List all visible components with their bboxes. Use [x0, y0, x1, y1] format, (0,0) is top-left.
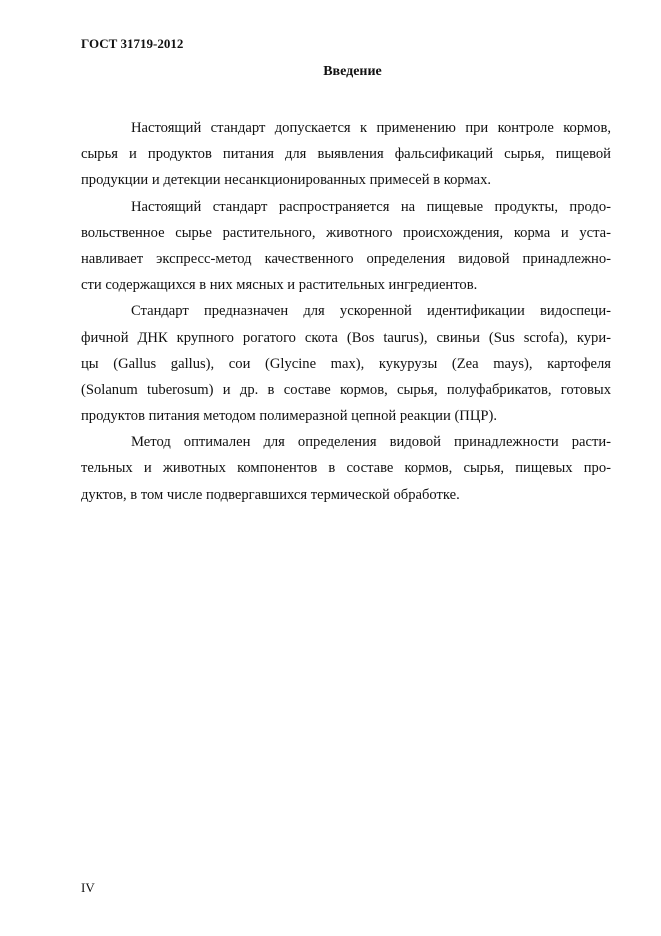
- text-line: Настоящий стандарт допускается к применению при контроле кормов,: [131, 120, 611, 136]
- paragraph-4: [81, 429, 611, 508]
- text-line: Метод оптимален для определения видовой принадлежности расти-: [131, 434, 611, 451]
- text-line: цы (Gallus gallus), сои (Glycine max), кукурузы (Zea mays), картофеля: [81, 355, 611, 372]
- text-line: продуктов питания методом полимеразной цепной реакции (ПЦР).: [81, 408, 498, 425]
- text-line: вольственное сырье растительного, животного происхождения, корма и уста-: [81, 224, 611, 241]
- page-number: IV: [81, 880, 95, 895]
- section-title: Введение: [323, 64, 382, 79]
- text-line: дуктов, в том числе подвергавшихся термической обработке.: [81, 486, 460, 503]
- paragraph-1: [81, 115, 611, 194]
- text-line: фичной ДНК крупного рогатого скота (Bos taurus), свиньи (Sus scrofa), кури-: [81, 329, 611, 346]
- text-line: тельных и животных компонентов в составе кормов, сырья, пищевых про-: [81, 460, 611, 477]
- text-line: Стандарт предназначен для ускоренной идентификации видоспеци-: [131, 303, 611, 320]
- text-line: Настоящий стандарт распространяется на пищевые продукты, продо-: [131, 198, 611, 215]
- paragraph-2: [81, 194, 611, 299]
- paragraph-3: [81, 298, 611, 429]
- document-header: ГОСТ 31719-2012: [81, 36, 184, 51]
- text-line: (Solanum tuberosum) и др. в составе кормов, сырья, полуфабрикатов, готовых: [81, 381, 611, 398]
- text-line: продукции и детекции несанкционированных примесей в кормах.: [81, 172, 492, 189]
- text-line: навливает экспресс-метод качественного определения видовой принадлежно-: [81, 250, 611, 267]
- document-body: [81, 115, 611, 508]
- text-line: сти содержащихся в них мясных и растительных ингредиентов.: [81, 277, 478, 294]
- text-line: сырья и продуктов питания для выявления фальсификаций сырья, пищевой: [81, 146, 611, 163]
